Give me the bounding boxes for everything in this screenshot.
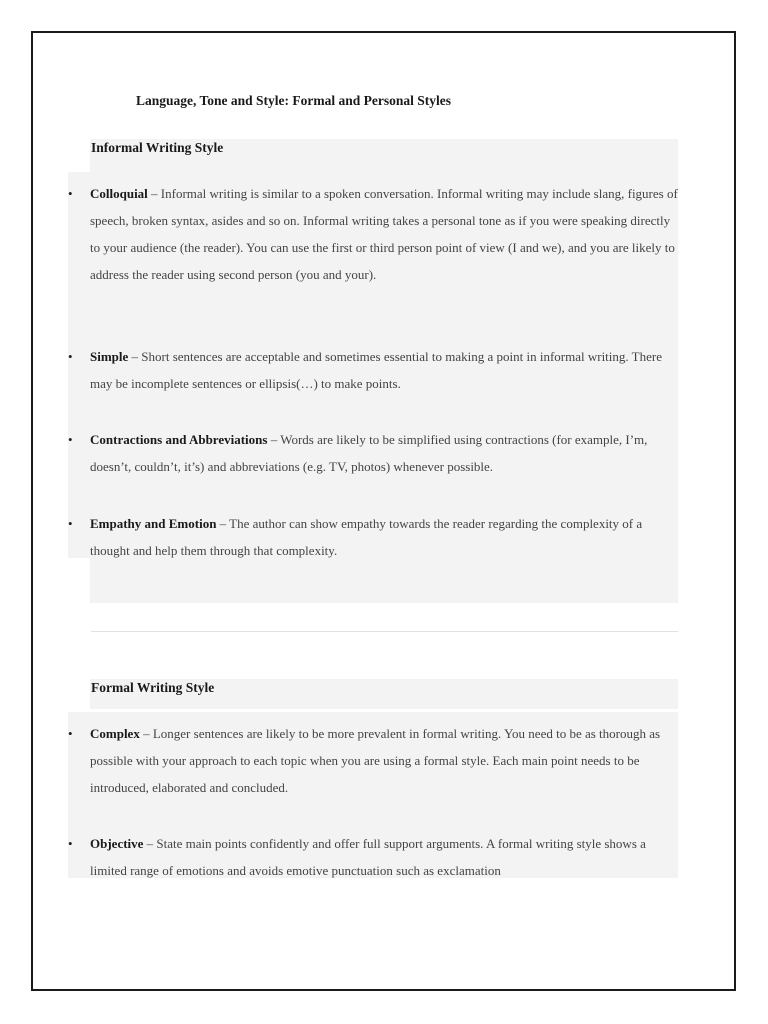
list-item-body: – The author can show empathy towards the reader regarding the complexity of a thought and help them through that complexity.	[90, 516, 643, 558]
bullet-icon: •	[68, 432, 73, 447]
list-item-text	[90, 343, 680, 397]
section-divider	[91, 631, 678, 632]
informal-shading-bottom	[90, 558, 678, 603]
list-item-text	[90, 510, 680, 564]
informal-heading: Informal Writing Style	[91, 140, 224, 155]
list-item-term: Objective	[90, 836, 144, 851]
list-item-body: – Longer sentences are likely to be more prevalent in formal writing. You need to be as thorough as possible with your approach to each topic when you are using a formal style. Each main point needs to be introduced, elaborated and concluded.	[90, 726, 661, 795]
list-item-term: Complex	[90, 726, 140, 741]
bullet-icon: •	[68, 349, 73, 364]
document-title: Language, Tone and Style: Formal and Personal Styles	[136, 93, 452, 108]
list-item-body: – Short sentences are acceptable and sometimes essential to making a point in informal writing. There may be incomplete sentences or ellipsis(…) to make points.	[90, 349, 662, 391]
list-item-term: Simple	[90, 349, 129, 364]
list-item-objective	[68, 830, 680, 884]
list-item-simple	[68, 343, 680, 397]
bullet-icon: •	[68, 516, 73, 531]
bullet-icon: •	[68, 726, 73, 741]
list-item-text	[90, 180, 680, 288]
bullet-icon: •	[68, 836, 73, 851]
list-item-body: – Words are likely to be simplified using contractions (for example, I’m, doesn’t, couldn’t, it’s) and abbreviations (e.g. TV, photos) whenever possible.	[90, 432, 648, 474]
list-item-contractions	[68, 426, 680, 480]
list-item-body: – Informal writing is similar to a spoken conversation. Informal writing may include slang, figures of speech, broken syntax, asides and so on. Informal writing takes a personal tone as if you were speaking directly to your audience (the reader). You can use the first or third person point of view (I and we), and you are likely to address the reader using second person (you and your).	[90, 186, 678, 282]
list-item-colloquial	[68, 180, 680, 288]
formal-heading: Formal Writing Style	[91, 680, 215, 695]
list-item-text	[90, 830, 680, 884]
list-item-complex	[68, 720, 680, 801]
list-item-term: Contractions and Abbreviations	[90, 432, 268, 447]
list-item-body: – State main points confidently and offer full support arguments. A formal writing style shows a limited range of emotions and avoids emotive punctuation such as exclamation	[90, 836, 646, 878]
list-item-empathy	[68, 510, 680, 564]
list-item-term: Empathy and Emotion	[90, 516, 217, 531]
list-item-text	[90, 426, 680, 480]
bullet-icon: •	[68, 186, 73, 201]
list-item-term: Colloquial	[90, 186, 148, 201]
list-item-text	[90, 720, 680, 801]
